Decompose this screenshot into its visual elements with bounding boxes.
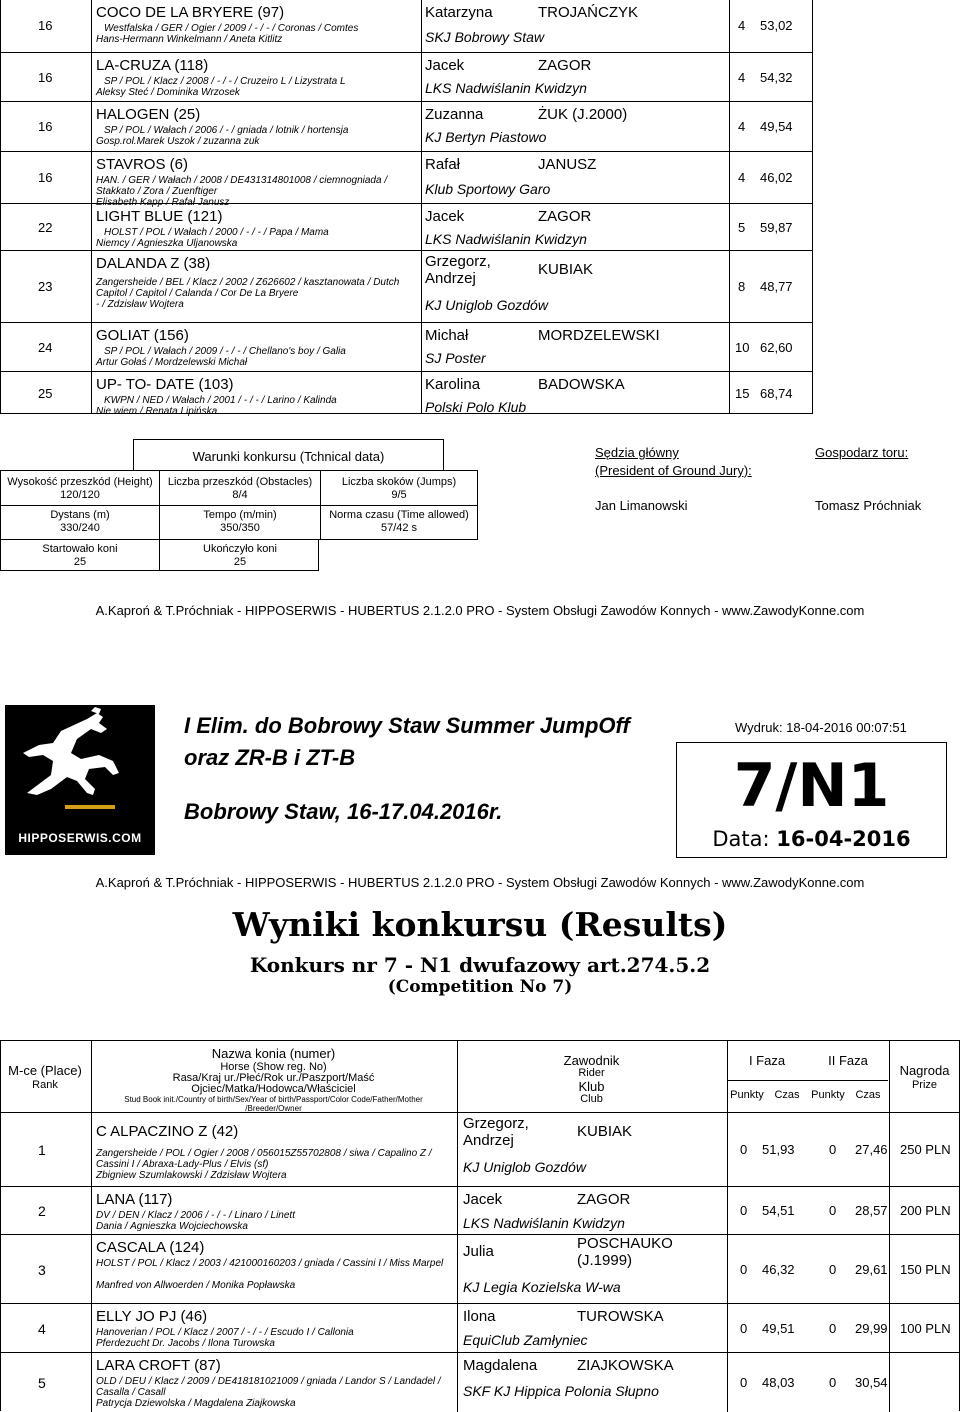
row-rider-last: ZAGOR — [577, 1191, 631, 1208]
row-horse-owner: Elisabeth Kapp / Rafał Janusz — [96, 197, 230, 208]
col-prize-header-en: Prize — [911, 1079, 938, 1091]
row-phase2-time: 27,46 — [855, 1142, 888, 1157]
row-phase2-points: 0 — [829, 1321, 837, 1336]
row-phase2-time: 29,99 — [855, 1321, 888, 1336]
row-horse-owner: Gosp.rol.Marek Uszok / zuzanna zuk — [96, 136, 260, 147]
row-horse-details: DV / DEN / Klacz / 2006 / - / - / Linaro / Linett — [96, 1210, 295, 1221]
row-horse-details: SP / POL / Klacz / 2008 / - / - / Cruzeiro L / Lizystrata L — [104, 76, 346, 87]
logo-text: HIPPOSERWIS.COM — [18, 831, 142, 845]
row-phase1-time: 54,51 — [762, 1203, 795, 1218]
row-horse-owner: Pferdezucht Dr. Jacobs / Ilona Turowska — [96, 1338, 275, 1349]
col-phase1-header: I Faza — [748, 1053, 786, 1068]
distance-label: Dystans (m) — [50, 509, 110, 521]
row-place: 3 — [38, 1262, 46, 1278]
judge-label: Sędzia główny — [595, 445, 679, 460]
table-row — [0, 250, 812, 323]
row-points: 15 — [735, 386, 750, 401]
row-rider-last: ZAGOR — [538, 57, 592, 74]
row-place: 16 — [38, 170, 53, 185]
row-place: 22 — [38, 220, 53, 235]
row-rider-last: ŻUK (J.2000) — [538, 106, 628, 123]
row-club: Polski Polo Klub — [425, 399, 527, 415]
row-horse-owner: Dania / Agnieszka Wojciechowska — [96, 1221, 248, 1232]
col-phase1-time: Czas — [774, 1089, 800, 1101]
height-label: Wysokość przeszkód (Height) — [7, 476, 153, 488]
row-phase1-time: 46,32 — [762, 1262, 795, 1277]
judge-label-en: (President of Ground Jury): — [595, 463, 752, 478]
host-name: Tomasz Próchniak — [815, 498, 922, 513]
host-label: Gospodarz toru: — [815, 445, 909, 460]
row-divider — [0, 505, 478, 506]
table-row — [0, 1303, 960, 1353]
row-horse-owner: Patrycja Dziewolska / Magdalena Ziajkowska — [96, 1398, 296, 1409]
row-horse: GOLIAT (156) — [96, 327, 189, 344]
row-club: KJ Bertyn Piastowo — [425, 129, 547, 145]
row-points: 4 — [738, 70, 746, 85]
row-horse: DALANDA Z (38) — [96, 255, 211, 272]
row-place: 1 — [38, 1142, 46, 1158]
started-label: Startowało koni — [42, 543, 118, 555]
row-rider-last: POSCHAUKO (J.1999) — [577, 1235, 673, 1269]
row-horse-owner: Niemcy / Agnieszka Uljanowska — [96, 238, 238, 249]
row-rider-first: Magdalena — [463, 1357, 538, 1374]
col-place-header-en: Rank — [32, 1079, 58, 1091]
row-horse-owner: Aleksy Steć / Dominika Wrzosek — [96, 87, 240, 98]
row-prize: 250 PLN — [900, 1142, 951, 1157]
table-row — [0, 371, 812, 415]
row-rider-last: ZIAJKOWSKA — [577, 1357, 674, 1374]
row-rider-last: TUROWSKA — [577, 1308, 664, 1325]
row-club: Klub Sportowy Garo — [425, 181, 551, 197]
row-horse: COCO DE LA BRYERE (97) — [96, 4, 285, 21]
tempo-value: 350/350 — [220, 522, 260, 534]
row-time: 62,60 — [760, 340, 793, 355]
row-rider-first: Jacek — [425, 208, 465, 225]
col-horse-owner-header-en: /Breeder/Owner — [245, 1104, 302, 1113]
row-horse: LA-CRUZA (118) — [96, 57, 209, 74]
row-place: 24 — [38, 340, 53, 355]
competition-code: 7/N1 — [733, 751, 890, 821]
row-club: EquiClub Zamłyniec — [463, 1332, 588, 1348]
col-place-header: M-ce (Place) — [8, 1063, 82, 1078]
time-allowed-value: 57/42 s — [380, 522, 418, 534]
row-horse-details: Westfalska / GER / Ogier / 2009 / - / - / Coronas / Comtes — [104, 23, 359, 34]
row-club: LKS Nadwiślanin Kwidzyn — [463, 1215, 625, 1231]
row-horse: HALOGEN (25) — [96, 106, 201, 123]
row-place: 5 — [38, 1375, 46, 1391]
row-place: 16 — [38, 70, 53, 85]
phase-header-divider — [727, 1080, 888, 1081]
col-club-header: Klub — [578, 1079, 605, 1094]
row-phase1-points: 0 — [740, 1203, 748, 1218]
row-phase1-points: 0 — [740, 1142, 748, 1157]
col-phase2-header: II Faza — [828, 1053, 868, 1068]
row-phase1-time: 48,03 — [762, 1375, 795, 1390]
row-phase2-points: 0 — [829, 1203, 837, 1218]
hipposerwis-logo — [5, 705, 155, 855]
row-rider-first: Katarzyna — [425, 4, 493, 21]
row-club: KJ Legia Kozielska W-wa — [463, 1279, 621, 1295]
row-phase2-points: 0 — [829, 1262, 837, 1277]
row-rider-last: TROJAŃCZYK — [538, 4, 639, 21]
row-rider-last: KUBIAK — [538, 261, 594, 278]
row-club: SKF KJ Hippica Polonia Słupno — [463, 1383, 659, 1399]
row-rider-first: Julia — [463, 1243, 494, 1260]
row-time: 68,74 — [760, 386, 793, 401]
row-prize: 100 PLN — [900, 1321, 951, 1336]
results-subtitle: Konkurs nr 7 - N1 dwufazowy art.274.5.2 — [249, 953, 711, 977]
col-rider-header-en: Rider — [578, 1067, 605, 1079]
row-place: 2 — [38, 1203, 46, 1219]
col-phase1-points: Punkty — [730, 1089, 764, 1101]
row-horse-details: OLD / DEU / Klacz / 2009 / DE418181021009 / gniada / Landor S / Landadel / Casalla / Casall — [96, 1376, 441, 1398]
table-row — [0, 322, 812, 372]
results-subtitle-en: (Competition No 7) — [387, 977, 573, 997]
row-phase1-points: 0 — [740, 1375, 748, 1390]
row-horse: C ALPACZINO Z (42) — [96, 1123, 239, 1140]
row-points: 8 — [738, 279, 746, 294]
row-time: 49,54 — [760, 119, 793, 134]
row-phase1-time: 49,51 — [762, 1321, 795, 1336]
row-rider-first: Rafał — [425, 156, 461, 173]
row-rider-first: Grzegorz, Andrzej — [463, 1115, 529, 1149]
table-row — [0, 101, 812, 152]
row-horse: CASCALA (124) — [96, 1239, 205, 1256]
col-horse-details-header-en: Stud Book init./Country of birth/Sex/Year of birth/Passport/Color Code/Father/Mother — [124, 1095, 423, 1104]
row-rider-last: JANUSZ — [538, 156, 597, 173]
time-allowed-label: Norma czasu (Time allowed) — [329, 509, 469, 521]
row-place: 16 — [38, 119, 53, 134]
row-horse-details: HOLST / POL / Klacz / 2003 / 421000160203 / gniada / Cassini I / Miss Marpel — [96, 1258, 444, 1269]
row-phase2-time: 29,61 — [855, 1262, 888, 1277]
row-points: 4 — [738, 170, 746, 185]
obstacles-value: 8/4 — [232, 489, 248, 501]
row-horse-owner: Nie wiem / Renata Lipińska — [96, 406, 218, 417]
row-points: 10 — [735, 340, 750, 355]
row-phase2-time: 30,54 — [855, 1375, 888, 1390]
table-row — [0, 52, 812, 102]
row-rider-first: Jacek — [425, 57, 465, 74]
row-club: KJ Uniglob Gozdów — [463, 1159, 586, 1175]
row-horse: LANA (117) — [96, 1191, 173, 1208]
event-subtitle: oraz ZR-B i ZT-B — [184, 745, 356, 770]
row-club: KJ Uniglob Gozdów — [425, 297, 548, 313]
col-horse-details-header: Rasa/Kraj ur./Płeć/Rok ur./Paszport/Maść — [172, 1072, 375, 1084]
row-horse-owner: - / Zdzisław Wojtera — [96, 299, 184, 310]
technical-data-box — [0, 439, 578, 571]
row-phase2-points: 0 — [829, 1142, 837, 1157]
row-place: 25 — [38, 386, 53, 401]
printed-timestamp: Wydruk: 18-04-2016 00:07:51 — [735, 720, 907, 735]
row-club: LKS Nadwiślanin Kwidzyn — [425, 231, 587, 247]
jumps-label: Liczba skoków (Jumps) — [341, 476, 457, 488]
row-horse-details: SP / POL / Wałach / 2006 / - / gniada / lotnik / hortensja — [104, 125, 349, 136]
table-row — [0, 203, 812, 251]
row-place: 23 — [38, 279, 53, 294]
table-row — [0, 0, 812, 52]
competition-code-box — [676, 742, 947, 858]
row-club: SKJ Bobrowy Staw — [425, 29, 545, 45]
row-club: SJ Poster — [425, 350, 486, 366]
table-row — [0, 1352, 960, 1412]
finished-value: 25 — [233, 556, 247, 568]
table-row — [0, 1186, 960, 1235]
event-place-date: Bobrowy Staw, 16-17.04.2016r. — [184, 799, 503, 824]
row-time: 48,77 — [760, 279, 793, 294]
competition-date: Data: 16-04-2016 — [712, 827, 911, 851]
row-phase1-points: 0 — [740, 1321, 748, 1336]
row-points: 5 — [738, 220, 746, 235]
row-horse: ELLY JO PJ (46) — [96, 1308, 208, 1325]
row-rider-last: ZAGOR — [538, 208, 592, 225]
col-phase2-points: Punkty — [811, 1089, 845, 1101]
started-value: 25 — [73, 556, 87, 568]
obstacles-label: Liczba przeszkód (Obstacles) — [167, 476, 313, 488]
judge-name: Jan Limanowski — [595, 498, 688, 513]
row-horse: UP- TO- DATE (103) — [96, 376, 234, 393]
row-phase2-time: 28,57 — [855, 1203, 888, 1218]
row-time: 53,02 — [760, 18, 793, 33]
table-row — [0, 1112, 960, 1187]
row-rider-first: Zuzanna — [425, 106, 484, 123]
table-row — [0, 151, 812, 208]
footer-credit: A.Kaproń & T.Próchniak - HIPPOSERWIS - HUBERTUS 2.1.2.0 PRO - System Obsługi Zawodów Konnych - www.ZawodyKonne.com — [95, 603, 865, 618]
row-time: 46,02 — [760, 170, 793, 185]
col-phase2-time: Czas — [855, 1089, 881, 1101]
col-horse-header: Nazwa konia (numer) — [211, 1046, 336, 1061]
row-prize: 150 PLN — [900, 1262, 951, 1277]
row-horse-owner: Zbigniew Szumlakowski / Zdzisław Wojtera — [96, 1170, 287, 1181]
row-club: LKS Nadwiślanin Kwidzyn — [425, 80, 587, 96]
row-horse-details: Zangersheide / POL / Ogier / 2008 / 056015Z55702808 / siwa / Capalino Z / Cassini I / Abraxa-Lady-Plus / Elvis (sf) — [96, 1148, 432, 1170]
row-horse-owner: Artur Gołaś / Mordzelewski Michał — [96, 357, 248, 368]
row-horse: LIGHT BLUE (121) — [96, 208, 223, 225]
row-horse-details: HOLST / POL / Wałach / 2000 / - / - / Papa / Mama — [104, 227, 329, 238]
distance-value: 330/240 — [60, 522, 100, 534]
table-row — [0, 1234, 960, 1304]
row-phase1-points: 0 — [740, 1262, 748, 1277]
footer-credit-2: A.Kaproń & T.Próchniak - HIPPOSERWIS - HUBERTUS 2.1.2.0 PRO - System Obsługi Zawodów Konnych - www.ZawodyKonne.com — [95, 875, 865, 890]
row-horse: LARA CROFT (87) — [96, 1357, 221, 1374]
row-points: 4 — [738, 18, 746, 33]
col-rider-header: Zawodnik — [563, 1053, 620, 1068]
row-phase1-time: 51,93 — [762, 1142, 795, 1157]
row-time: 59,87 — [760, 220, 793, 235]
tech-title: Warunki konkursu (Tchnical data) — [192, 449, 385, 464]
col-club-header-en: Club — [580, 1093, 603, 1105]
row-horse-details: SP / POL / Wałach / 2009 / - / - / Chellano's boy / Galia — [104, 346, 346, 357]
results-title: Wyniki konkursu (Results) — [232, 905, 728, 944]
col-horse-header-en: Horse (Show reg. No) — [220, 1061, 327, 1073]
row-points: 4 — [738, 119, 746, 134]
row-horse-owner: Hans-Hermann Winkelmann / Aneta Kitlitz — [96, 34, 283, 45]
row-rider-first: Grzegorz, Andrzej — [425, 253, 491, 287]
row-place: 16 — [38, 18, 53, 33]
row-horse-owner: Manfred von Allwoerden / Monika Popławska — [96, 1280, 296, 1291]
row-rider-last: MORDZELEWSKI — [538, 327, 660, 344]
row-rider-first: Jacek — [463, 1191, 503, 1208]
row-horse-details: HAN. / GER / Wałach / 2008 / DE431314801008 / ciemnogniada / Stakkato / Zora / Zuenftiger — [96, 175, 388, 197]
row-rider-last: KUBIAK — [577, 1123, 633, 1140]
row-rider-first: Ilona — [463, 1308, 496, 1325]
col-prize-header: Nagroda — [899, 1063, 950, 1078]
row-rider-first: Michał — [425, 327, 469, 344]
event-title: I Elim. do Bobrowy Staw Summer JumpOff — [184, 713, 630, 738]
row-horse-details: Zangersheide / BEL / Klacz / 2002 / Z626602 / kasztanowata / Dutch Capitol / Capitol / Calanda / Cor De La Bryere — [96, 277, 400, 299]
row-horse: STAVROS (6) — [96, 156, 188, 173]
tempo-label: Tempo (m/min) — [203, 509, 277, 521]
row-phase2-points: 0 — [829, 1375, 837, 1390]
jumps-value: 9/5 — [391, 489, 407, 501]
row-horse-details: Hanoverian / POL / Klacz / 2007 / - / - / Escudo I / Callonia — [96, 1327, 354, 1338]
row-time: 54,32 — [760, 70, 793, 85]
col-horse-owner-header: Ojciec/Matka/Hodowca/Właściciel — [191, 1083, 356, 1095]
finished-label: Ukończyło koni — [203, 543, 277, 555]
row-rider-first: Karolina — [425, 376, 481, 393]
row-place: 4 — [38, 1321, 46, 1337]
row-horse-details: KWPN / NED / Wałach / 2001 / - / - / Larino / Kalinda — [104, 395, 337, 406]
height-value: 120/120 — [60, 489, 100, 501]
row-rider-last: BADOWSKA — [538, 376, 625, 393]
row-prize: 200 PLN — [900, 1203, 951, 1218]
jumping-horse-icon — [5, 705, 155, 825]
